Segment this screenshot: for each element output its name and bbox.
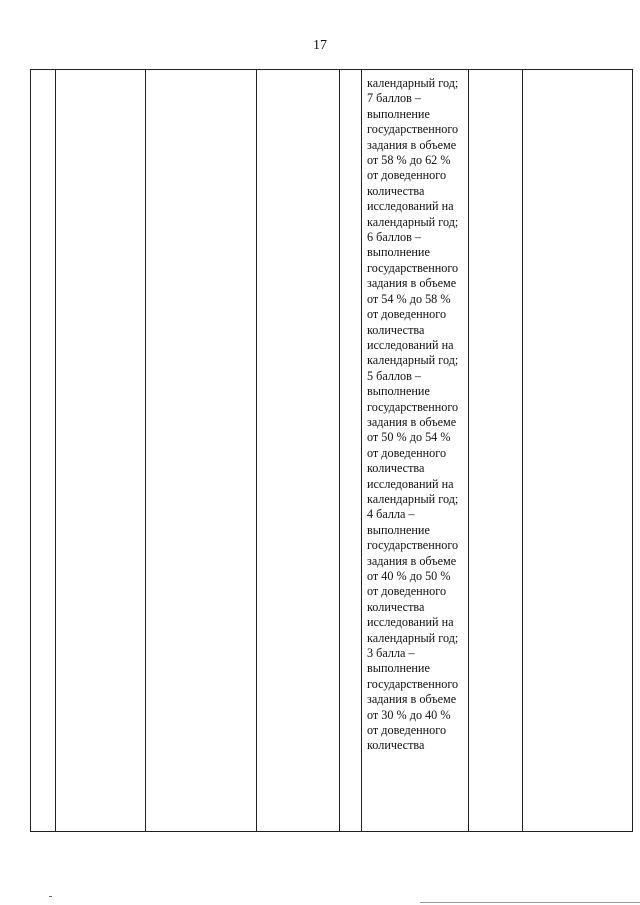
page-number: 17 — [313, 38, 327, 53]
column-divider-1 — [55, 70, 56, 831]
column-divider-3 — [256, 70, 257, 831]
scan-mark — [49, 896, 52, 897]
column-divider-4 — [339, 70, 340, 831]
column-divider-2 — [145, 70, 146, 831]
criteria-table — [30, 69, 633, 832]
column-divider-7 — [522, 70, 523, 831]
criteria-cell-text: календарный год; 7 баллов – выполнение государственного задания в объеме от 58 % до 62 % от доведенного количества исследований на календарный год; 6 баллов – выполнение государственного задания в объеме от 54 % до 58 % от доведенного количества исследований на календарный год; 5 баллов – выполнение государственного задания в объеме от 50 % до 54 % от доведенного количества исследований на календарный год; 4 балла – выполнение государственного задания в объеме от 40 % до 50 % от доведенного количества исследований на календарный год; 3 балла – выполнение государственного задания в объеме от 30 % до 40 % от доведенного количества — [367, 76, 459, 753]
scan-edge-line — [420, 902, 640, 903]
column-divider-5 — [361, 70, 362, 831]
